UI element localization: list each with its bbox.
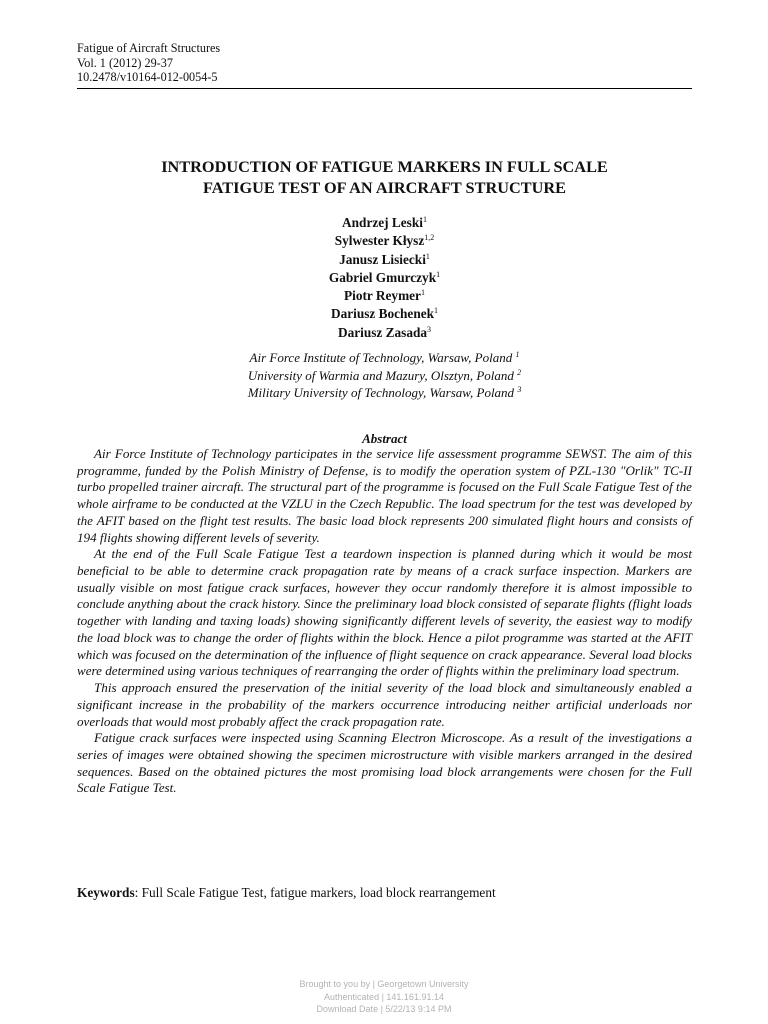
keywords	[77, 884, 692, 901]
header-rule	[77, 88, 692, 89]
journal-volume: Vol. 1 (2012) 29-37	[77, 55, 173, 70]
keywords-label: Keywords	[77, 885, 135, 900]
author-list	[77, 214, 692, 342]
affiliation: University of Warmia and Mazury, Olsztyn, Poland $^2$	[247, 367, 522, 383]
keywords-text: : Full Scale Fatigue Test, fatigue markers, load block rearrangement	[134, 885, 496, 900]
abstract-paragraph: This approach ensured the preservation of the initial severity of the load block and simultaneously enabled a significant increase in the probability of the markers occurrence introducing neither artificial underloads nor overloads that would most probably affect the crack propagation rate.	[77, 680, 692, 729]
footer-line: Authenticated | 141.161.91.14	[324, 991, 444, 1002]
author: Dariusz Zasada$^3$	[337, 324, 432, 340]
affiliation: Air Force Institute of Technology, Warsaw, Poland $^1$	[249, 350, 520, 365]
affiliation: Military University of Technology, Warsaw, Poland $^3$	[247, 385, 522, 400]
affiliation-list	[77, 349, 692, 402]
author: Gabriel Gmurczyk$^1$	[328, 269, 441, 285]
footer-line: Download Date | 5/22/13 9:14 PM	[316, 1004, 452, 1014]
author: Dariusz Bochenek$^1$	[330, 306, 439, 322]
abstract-paragraph: At the end of the Full Scale Fatigue Test a teardown inspection is planned during which it would be most beneficial to be able to determine crack propagation rate by means of a crack surface inspection. Markers are usually visible on most fatigue crack surfaces, however they occur randomly therefore it is almost impossible to conclude anything about the crack history. Since the preliminary load block consisted of separate flights (flight loads together with landing and taxing loads) showing significantly different levels of severity, the easiest way to modify the load block was to change the order of flights within the block. Hence a pilot programme was started at the AFIT which was focused on the determination of the influence of flight sequence on crack appearance. Several load blocks were determined using various techniques of rearranging the order of flights within the preliminary load spectrum.	[77, 546, 692, 679]
journal-doi: 10.2478/v10164-012-0054-5	[77, 70, 218, 84]
journal-header	[77, 41, 220, 85]
download-footer	[0, 978, 768, 1016]
abstract-heading: Abstract	[362, 431, 407, 446]
footer-line: Brought to you by | Georgetown University	[299, 979, 469, 989]
abstract-paragraph: Fatigue crack surfaces were inspected using Scanning Electron Microscope. As a result of the investigations a series of images were obtained showing the specimen microstructure with visible markers arranged in the desired sequences. Based on the obtained pictures the most promising load block arrangements were chosen for the Full Scale Fatigue Test.	[77, 730, 692, 796]
author: Sylwester Kłysz$^{1,2}$	[334, 233, 435, 249]
author: Andrzej Leski$^1$	[342, 215, 427, 230]
title-line-1: INTRODUCTION OF FATIGUE MARKERS IN FULL SCALE	[161, 157, 608, 176]
author: Piotr Reymer$^1$	[344, 288, 425, 304]
author: Janusz Lisiecki$^1$	[339, 251, 430, 267]
paper-title	[77, 157, 692, 198]
abstract-paragraph: Air Force Institute of Technology participates in the service life assessment programme SEWST. The aim of this programme, funded by the Polish Ministry of Defense, is to modify the operation system of PZL-130 "Orlik" TC-II turbo propelled trainer aircraft. The structural part of the programme is focused on the Full Scale Fatigue Test of the whole airframe to be conducted at the VZLU in the Czech Republic. The load spectrum for the test was developed by the AFIT based on the flight test results. The basic load block represents 200 simulated flight hours and consists of 194 flights showing different levels of severity.	[77, 446, 692, 545]
journal-name: Fatigue of Aircraft Structures	[77, 41, 221, 55]
abstract-body	[77, 446, 692, 797]
title-line-2: FATIGUE TEST OF AN AIRCRAFT STRUCTURE	[203, 177, 566, 197]
